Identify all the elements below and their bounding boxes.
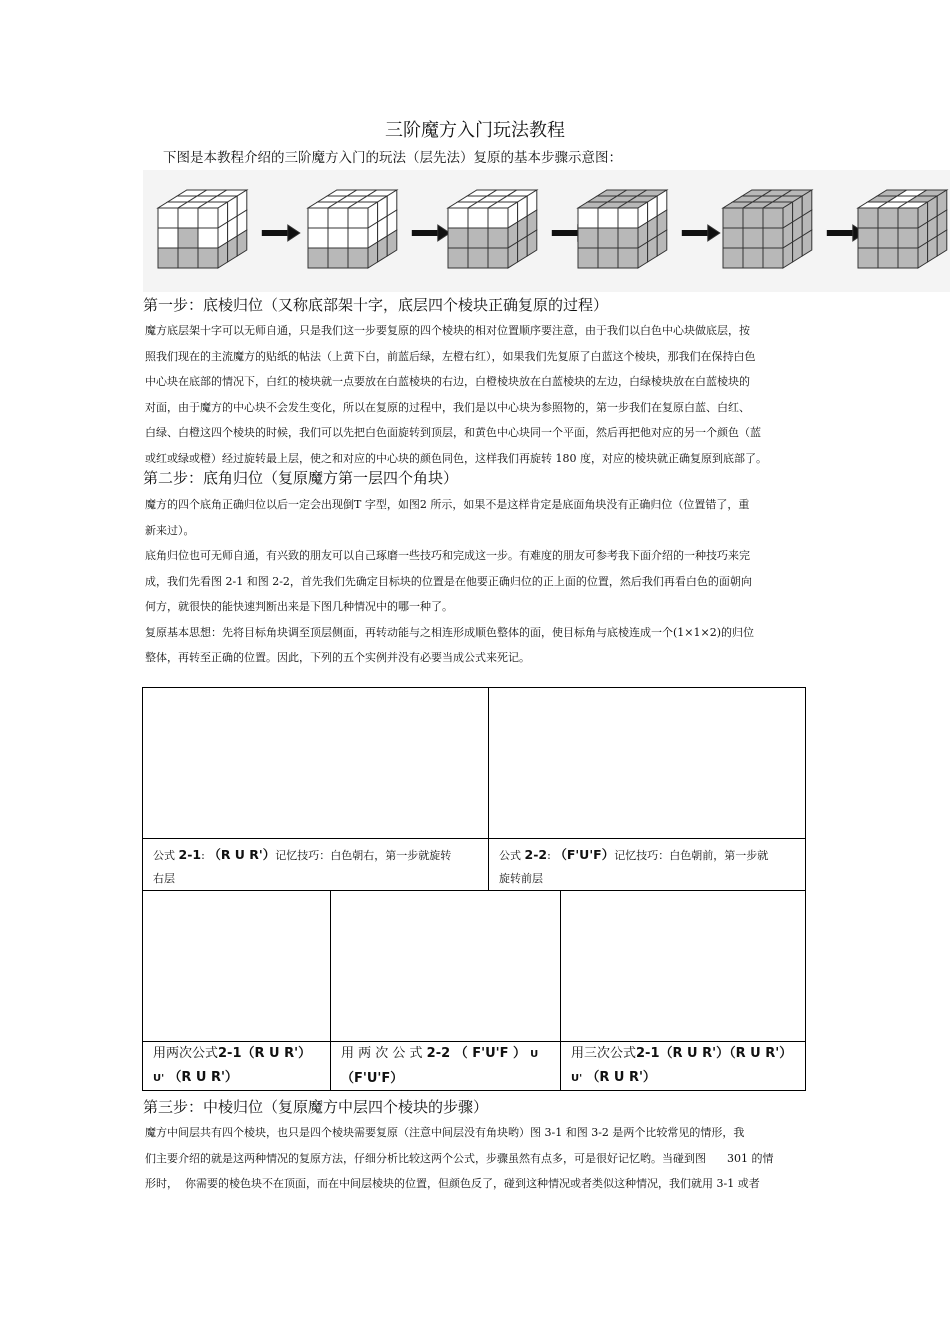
front-sticker [198,208,218,228]
step1-line: 照我们现在的主流魔方的贴纸的帖法（上黄下白，前蓝后绿，左橙右红），如果我们先复原了白蓝这个棱块，那我们在保持白色 [145,349,756,363]
front-sticker [578,248,598,268]
front-sticker [348,248,368,268]
case-4-formula-cell [330,1041,561,1091]
step3-paragraph [145,1120,815,1197]
step3-heading: 第三步：中棱归位（复原魔方中层四个棱块的步骤） [143,1098,489,1116]
front-sticker [448,208,468,228]
u-move: U' [153,1073,165,1084]
arrow-shaft [552,230,578,236]
step3-line: 形时， 你需要的棱色块不在顶面，而在中间层棱块的位置，但颜色反了，碰到这种情况或者类似这种情况，我们就用 3-1 或者 [145,1177,760,1190]
front-sticker [488,208,508,228]
step1-line: 魔方底层架十字可以无师自通，只是我们这一步要复原的四个棱块的相对位置顺序要注意，由于我们以白色中心块做底层，按 [145,324,750,337]
page-title: 三阶魔方入门玩法教程 [385,120,565,141]
step2-line: 新来过）。 [145,523,195,537]
formula-moves: 2-2 （ F'U'F ） [426,1046,527,1061]
u-move: U [530,1049,539,1060]
arrow-head-icon [708,225,720,241]
step2-line: 底角归位也可无师自通，有兴致的朋友可以自己琢磨一些技巧和完成这一步。有难度的朋友可参考我下面介绍的一种技巧来完 [145,549,750,562]
front-sticker [158,208,178,228]
step2-paragraph [145,492,830,671]
arrow-shaft [827,230,853,236]
front-sticker [468,248,488,268]
figure-2-2-image-cell [488,687,806,839]
caption-prefix: 用两次公式 [153,1046,219,1061]
front-sticker [578,228,598,248]
front-sticker [158,228,178,248]
case-3-image-cell [142,890,331,1042]
u-move: U' [571,1073,583,1084]
front-sticker [878,248,898,268]
front-sticker [618,228,638,248]
front-sticker [448,248,468,268]
front-sticker [878,208,898,228]
cube-steps-illustration [143,170,950,292]
front-sticker [448,228,468,248]
memory-tip: 记忆技巧：白色朝右，第一步就旋转 [275,849,452,862]
case-4-caption [333,1042,561,1091]
arrow-head-icon [288,225,300,241]
front-sticker [858,248,878,268]
case-5-formula-cell [560,1041,806,1091]
formula-2-1-caption [145,843,485,890]
front-sticker [898,208,918,228]
step1-paragraph [145,318,830,471]
arrow-shaft [412,230,438,236]
formula-label: 公式 [153,849,175,862]
front-sticker [488,228,508,248]
front-sticker [598,228,618,248]
caption-prefix: 用三次公式 [571,1046,637,1061]
cube-steps-svg [143,170,950,292]
front-sticker [198,248,218,268]
front-sticker [578,208,598,228]
arrow-shaft [682,230,708,236]
step1-line: 或红或绿或橙）经过旋转最上层，使之和对应的中心块的颜色同色，这样我们再旋转 180 度，对应的棱块就正确复原到底部了。 [145,451,767,465]
front-sticker [308,228,328,248]
arrow-shaft [262,230,288,236]
formula-2-2-caption [491,843,803,890]
front-sticker [348,228,368,248]
formula-moves: （F'U'F） [341,1071,404,1086]
front-sticker [198,228,218,248]
front-sticker [618,208,638,228]
case-4-image-cell [330,890,561,1042]
memory-tip-continued: 旋转前层 [499,872,543,885]
front-sticker [858,208,878,228]
memory-tip: 记忆技巧：白色朝前，第一步就 [614,849,769,862]
step1-line: 中心块在底部的情况下，白红的棱块就一点要放在白蓝棱块的右边，白橙棱块放在白蓝棱块的左边，白绿棱块放在白蓝棱块的 [145,375,750,388]
front-sticker [723,248,743,268]
front-sticker [468,228,488,248]
front-sticker [898,248,918,268]
case-5-image-cell [560,890,806,1042]
formula-moves: 2-1（R U R'） [218,1046,312,1061]
front-sticker [898,228,918,248]
front-sticker [763,248,783,268]
case-3-caption [145,1042,331,1091]
front-sticker [488,248,508,268]
step1-line: 对面，由于魔方的中心块不会发生变化，所以在复原的过程中，我们是以中心块为参照物的，第一步我们在复原白蓝、白红、 [145,400,750,414]
front-sticker [723,228,743,248]
formula-moves: （R U R'） [208,847,276,862]
formula-number: 2-1 [178,847,202,862]
front-sticker [723,208,743,228]
case-3-formula-cell [142,1041,331,1091]
formula-moves: 2-1（R U R'）（R U R'） [636,1046,793,1061]
front-sticker [618,248,638,268]
colon: : [547,849,551,862]
formula-moves: （F'U'F） [554,847,615,862]
front-sticker [158,248,178,268]
front-sticker [743,228,763,248]
front-sticker [328,248,348,268]
front-sticker [743,208,763,228]
front-sticker [763,228,783,248]
front-sticker [178,228,198,248]
memory-tip-continued: 右层 [153,872,175,885]
front-sticker [308,208,328,228]
front-sticker [328,228,348,248]
front-sticker [468,208,488,228]
formula-number: 2-2 [524,847,548,862]
front-sticker [308,248,328,268]
step1-line: 白绿、白橙这四个棱块的时候，我们可以先把白色面旋转到顶层，和黄色中心块同一个平面，然后再把他对应的另一个颜色（蓝 [145,426,761,439]
figure-2-1-image-cell [142,687,489,839]
front-sticker [178,248,198,268]
formula-label: 公式 [499,849,521,862]
front-sticker [878,228,898,248]
formula-moves: （R U R'） [168,1070,238,1085]
step2-line: 整体，再转至正确的位置。因此，下列的五个实例并没有必要当成公式来死记。 [145,651,530,664]
step1-heading: 第一步：底棱归位（又称底部架十字，底层四个棱块正确复原的过程） [143,296,609,314]
colon: : [201,849,205,862]
front-sticker [858,228,878,248]
formula-2-2-cell [488,838,806,891]
intro-text: 下图是本教程介绍的三阶魔方入门的玩法（层先法）复原的基本步骤示意图： [163,150,622,166]
front-sticker [598,208,618,228]
formula-2-1-cell [142,838,489,891]
front-sticker [743,248,763,268]
step2-line: 成，我们先看图 2-1 和图 2-2，首先我们先确定目标块的位置是在他要正确归位的正上面的位置，然后我们再看白色的面朝向 [145,574,752,588]
case-5-caption [563,1042,806,1091]
front-sticker [598,248,618,268]
caption-prefix: 用 两 次 公 式 [341,1046,423,1061]
step3-line: 魔方中间层共有四个棱块，也只是四个棱块需要复原（注意中间层没有角块哟）图 3-1 和图 3-2 是两个比较常见的情形，我 [145,1126,745,1139]
step2-line: 复原基本思想：先将目标角块调至顶层侧面，再转动能与之相连形成顺色整体的面，使目标角与底棱连成一个(1×1×2)的归位 [145,625,755,639]
step3-line: 们主要介绍的就是这两种情况的复原方法，仔细分析比较这两个公式，步骤虽然有点多，可是很好记忆哟。当碰到图 301 的情 [145,1151,774,1165]
step2-heading: 第二步：底角归位（复原魔方第一层四个角块） [143,469,459,487]
front-sticker [348,208,368,228]
step2-line: 魔方的四个底角正确归位以后一定会出现倒T 字型，如图2 所示，如果不是这样肯定是底面角块没有正确归位（位置错了，重 [145,498,750,511]
front-sticker [763,208,783,228]
front-sticker [178,208,198,228]
formula-moves: （R U R'） [586,1070,656,1085]
step2-line: 何方，就很快的能快速判断出来是下图几种情况中的哪一种了。 [145,600,453,613]
front-sticker [328,208,348,228]
